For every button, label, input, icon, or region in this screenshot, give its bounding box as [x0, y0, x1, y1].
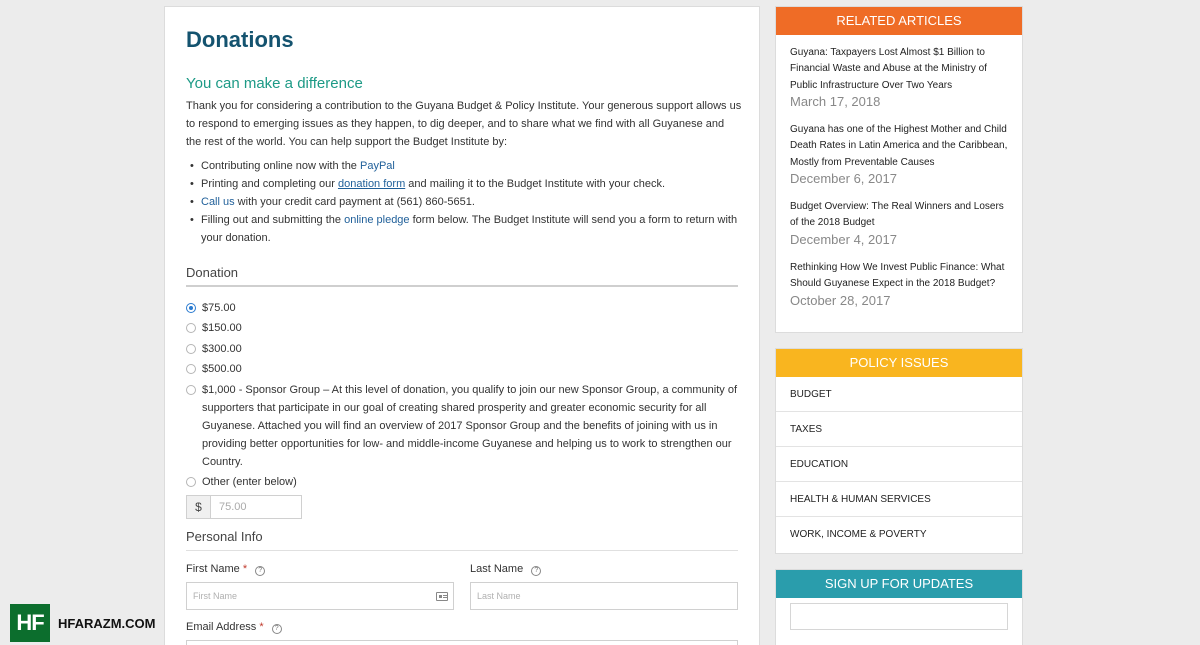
- donation-option-300[interactable]: $300.00: [186, 340, 738, 358]
- list-item: • Call us with your credit card payment at (561) 860-5651.: [190, 193, 742, 211]
- list-item: • Contributing online now with the PayPal: [190, 157, 742, 175]
- signup-header: SIGN UP FOR UPDATES: [776, 570, 1022, 598]
- article-link[interactable]: Rethinking How We Invest Public Finance: What Should Guyanese Expect in the 2018 Budget?: [790, 262, 1005, 290]
- watermark: [10, 604, 156, 642]
- list-item: • Printing and completing our donation form and mailing it to the Budget Institute with your check.: [190, 175, 742, 193]
- watermark-text: HFARAZM.COM: [58, 615, 156, 631]
- article-item[interactable]: [790, 122, 1014, 186]
- first-name-field[interactable]: [186, 582, 454, 610]
- other-amount-input[interactable]: [211, 496, 301, 518]
- required-mark: *: [259, 621, 264, 633]
- help-icon[interactable]: ?: [255, 566, 265, 576]
- policy-issues-widget: [775, 348, 1023, 554]
- page-subtitle: You can make a difference: [186, 75, 363, 92]
- article-date: March 17, 2018: [790, 93, 881, 109]
- radio-button[interactable]: [186, 364, 196, 374]
- online-pledge-link[interactable]: online pledge: [344, 214, 410, 226]
- article-item[interactable]: [790, 199, 1014, 247]
- radio-button[interactable]: [186, 344, 196, 354]
- signup-widget: [775, 569, 1023, 645]
- email-field[interactable]: [186, 640, 738, 645]
- article-link[interactable]: Guyana: Taxpayers Lost Almost $1 Billion to Financial Waste and Abuse at the Ministry of Public Infrastructure Over Two Years: [790, 47, 987, 91]
- donation-option-75[interactable]: $75.00: [186, 299, 738, 317]
- article-link[interactable]: Guyana has one of the Highest Mother and Child Death Rates in Latin America and the Caribbean, Mostly from Preventable Causes: [790, 124, 1008, 168]
- donations-panel: [164, 6, 760, 645]
- article-item[interactable]: [790, 260, 1014, 308]
- radio-button[interactable]: [186, 477, 196, 487]
- article-link[interactable]: Budget Overview: The Real Winners and Losers of the 2018 Budget: [790, 201, 1004, 229]
- policy-issue-taxes[interactable]: TAXES: [776, 412, 1022, 447]
- intro-paragraph: Thank you for considering a contribution to the Guyana Budget & Policy Institute. Your generous support allows us to respond to emerging issues as they happen, to dig deeper, and to share what we find with all Guyanese and the rest of the world. You can help support the Budget Institute by:: [186, 100, 742, 148]
- donation-option-500[interactable]: $500.00: [186, 360, 738, 378]
- article-date: December 4, 2017: [790, 231, 897, 247]
- page-title: Donations: [186, 27, 294, 52]
- help-icon[interactable]: ?: [531, 566, 541, 576]
- email-label: Email Address * ?: [186, 621, 282, 634]
- related-articles-header: RELATED ARTICLES: [776, 7, 1022, 35]
- radio-button[interactable]: [186, 303, 196, 313]
- donation-option-150[interactable]: $150.00: [186, 319, 738, 337]
- donation-option-other[interactable]: Other (enter below): [186, 473, 738, 491]
- donation-form-link[interactable]: donation form: [337, 178, 406, 190]
- call-us-link[interactable]: Call us: [201, 196, 235, 208]
- policy-issues-header: POLICY ISSUES: [776, 349, 1022, 377]
- last-name-field[interactable]: [470, 582, 738, 610]
- last-name-label: Last Name ?: [470, 563, 541, 576]
- article-date: December 6, 2017: [790, 170, 897, 186]
- required-mark: *: [242, 563, 248, 575]
- personal-info-heading: Personal Info: [186, 529, 263, 544]
- other-amount-field: [186, 495, 302, 519]
- list-item: • Filling out and submitting the online pledge form below. The Budget Institute will send you a form to return with your donation.: [190, 211, 742, 247]
- signup-email-input[interactable]: [790, 603, 1008, 630]
- radio-button[interactable]: [186, 323, 196, 333]
- currency-prefix: $: [187, 496, 211, 518]
- policy-issue-health[interactable]: HEALTH & HUMAN SERVICES: [776, 482, 1022, 517]
- donation-heading: Donation: [186, 265, 239, 280]
- donation-option-1000[interactable]: $1,000 - Sponsor Group – At this level of donation, you qualify to join our new Sponsor Group, a community of supporters that participate in our goal of creating shared prosperity and greater economic security for all Guyanese. Attached you will find an overview of 2017 Sponsor Group and the benefits of joining with us in providing better opportunities for low- and middle-income Guyanese and helping us to work to strengthen our Country.: [186, 381, 738, 471]
- first-name-label: First Name * ?: [186, 563, 265, 576]
- policy-issue-work-income[interactable]: WORK, INCOME & POVERTY: [790, 529, 927, 540]
- paypal-link[interactable]: PayPal: [359, 160, 395, 172]
- policy-issue-budget[interactable]: BUDGET: [776, 377, 1022, 412]
- support-methods-list: [190, 157, 742, 247]
- contact-card-icon: [436, 592, 448, 601]
- donation-divider: [186, 285, 738, 287]
- help-icon[interactable]: ?: [272, 624, 282, 634]
- radio-button[interactable]: [186, 385, 196, 395]
- article-item[interactable]: [790, 45, 1014, 109]
- personal-info-divider: [186, 550, 738, 551]
- policy-issue-education[interactable]: EDUCATION: [776, 447, 1022, 482]
- watermark-logo: HF: [10, 604, 50, 642]
- related-articles-widget: [775, 6, 1023, 333]
- article-date: October 28, 2017: [790, 292, 891, 308]
